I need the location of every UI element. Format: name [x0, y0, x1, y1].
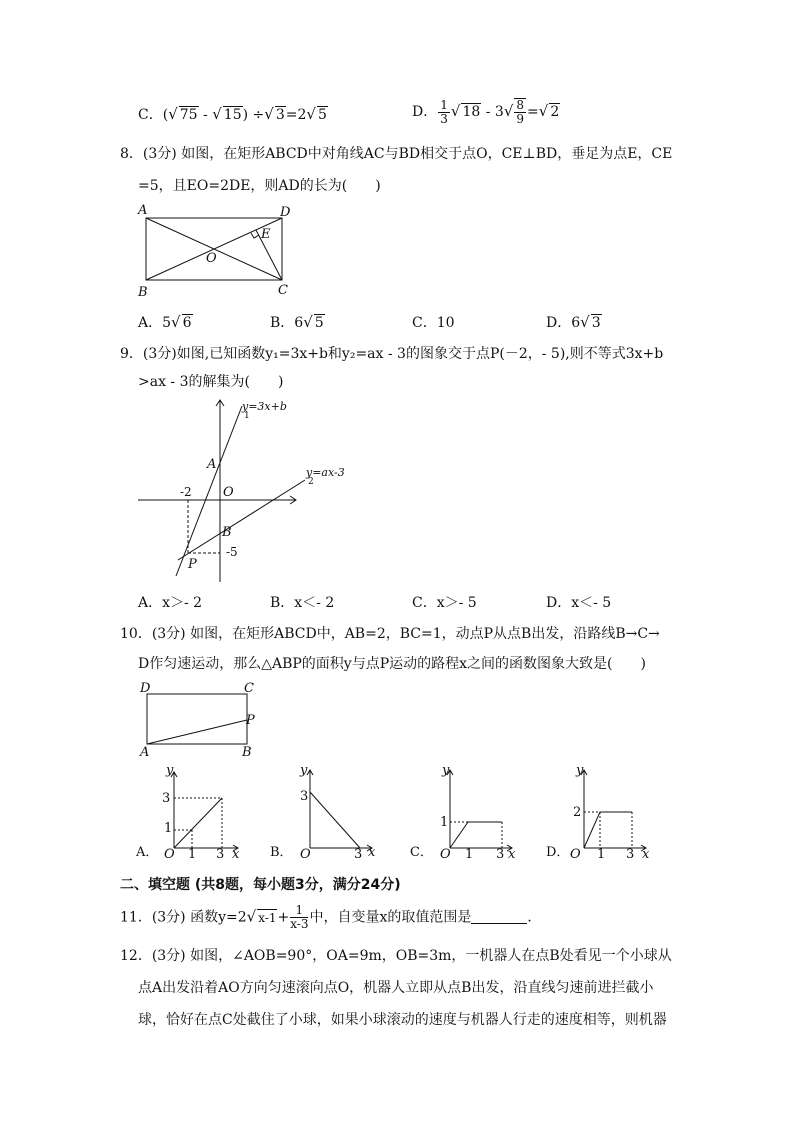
q10-label-a: A	[140, 745, 150, 760]
svg-text:1: 1	[465, 847, 474, 862]
q9-text-line2: >ax - 3的解集为( )	[138, 374, 284, 390]
svg-text:3: 3	[354, 847, 363, 862]
q8-text-line1: 8．(3分) 如图，在矩形ABCD中对角线AC与BD相交于点O，CE⊥BD，垂足为点E，CE	[120, 146, 673, 162]
q10-label-d: D	[140, 681, 151, 696]
q8-label-o: O	[206, 251, 217, 266]
q10-graph-c	[410, 762, 520, 862]
q9-option-b: B．x＜- 2	[270, 595, 335, 611]
svg-text:3: 3	[162, 791, 171, 806]
svg-text:1: 1	[188, 847, 197, 862]
q10-label-b: B	[242, 745, 252, 760]
q9-option-c: C．x＞- 5	[412, 595, 477, 611]
q10-graph-d	[546, 762, 656, 862]
svg-text:3: 3	[216, 847, 225, 862]
q8-option-b: B．6√ 5	[270, 313, 324, 331]
svg-text:O: O	[164, 847, 175, 862]
q8-text-line2: =5，且EO=2DE，则AD的长为( )	[138, 178, 381, 194]
svg-text:2: 2	[573, 805, 582, 820]
q8-label-e: E	[261, 227, 271, 242]
q10-text-line2: D作匀速运动，那么△ABP的面积y与点P运动的路程x之间的函数图象大致是( )	[138, 656, 646, 672]
q10-label-c: C	[244, 681, 254, 696]
svg-text:1: 1	[164, 821, 173, 836]
svg-text:3: 3	[496, 847, 505, 862]
svg-text:O: O	[300, 847, 311, 862]
q8-figure	[130, 200, 310, 300]
svg-text:1: 1	[440, 815, 449, 830]
q9-y-mark: -5	[226, 545, 238, 559]
q12-text-line1: 12．(3分) 如图，∠AOB=90°，OA=9m，OB=3m，一机器人在点B处看见一个小球从	[120, 948, 672, 964]
svg-text:O: O	[440, 847, 451, 862]
svg-text:y: y	[442, 763, 450, 778]
q7-option-d: D． $\frac{1}{3}$ √ 18 - 3√ $\frac{8}{9}$ =√ 2	[412, 97, 560, 126]
q9-line2-label: y=ax-3	[306, 466, 345, 479]
q8-label-b: B	[138, 285, 148, 300]
q10-graph-b	[270, 762, 380, 862]
q10-graph-a	[136, 762, 246, 862]
svg-text:O: O	[570, 847, 581, 862]
q11-text: 11．(3分) 函数y=2√ x-1+ $\frac{1}{x-3}$ 中，自变量x的取值范围是 ．	[120, 903, 542, 931]
q10-graph-b-label: B．	[270, 845, 293, 860]
q10-label-p: P	[246, 713, 255, 728]
q12-text-line2: 点A出发沿着AO方向匀速滚向点O，机器人立即从点B出发，沿直线匀速前进拦截小	[138, 980, 654, 996]
q9-label-o: O	[223, 485, 234, 500]
q9-line2-sub: 2	[308, 477, 314, 487]
q8-label-a: A	[138, 203, 148, 218]
q8-label-d: D	[280, 205, 291, 220]
svg-text:x: x	[232, 847, 240, 862]
q9-line1-sub: 1	[244, 411, 250, 421]
q9-figure	[130, 396, 360, 586]
q8-option-a: A．5√ 6	[138, 313, 192, 331]
q9-label-b: B	[222, 525, 232, 540]
q10-figure	[130, 680, 270, 760]
q10-graph-a-label: A．	[136, 845, 159, 860]
q9-x-mark: -2	[180, 485, 192, 499]
q7-c-rad1: 75	[179, 107, 198, 123]
q7-option-c: C．(√ 75 - √ 15) ÷√ 3=2√ 5	[138, 105, 327, 123]
svg-text:y: y	[166, 763, 174, 778]
svg-text:3: 3	[300, 789, 309, 804]
q11-answer-blank[interactable]	[471, 909, 527, 924]
svg-text:x: x	[642, 847, 650, 862]
q8-label-c: C	[278, 283, 288, 298]
q8-option-c: C．10	[412, 315, 455, 331]
q9-option-d: D．x＜- 5	[546, 595, 612, 611]
q9-option-a: A．x＞- 2	[138, 595, 203, 611]
svg-text:x: x	[508, 847, 516, 862]
svg-text:3: 3	[626, 847, 635, 862]
q10-graph-d-label: D．	[546, 845, 570, 860]
q9-label-p: P	[188, 557, 197, 572]
q10-graph-c-label: C．	[410, 845, 433, 860]
q9-label-a: A	[207, 457, 217, 472]
section-title: 二、填空题 (共8题，每小题3分，满分24分)	[120, 877, 401, 893]
q9-line1-label: y=3x+b	[242, 400, 287, 413]
svg-text:y: y	[576, 763, 584, 778]
q10-text-line1: 10．(3分) 如图，在矩形ABCD中，AB=2，BC=1，动点P从点B出发，沿路线B→C→	[120, 626, 660, 642]
q12-text-line3: 球，恰好在点C处截住了小球，如果小球滚动的速度与机器人行走的速度相等，则机器	[138, 1012, 667, 1028]
svg-text:y: y	[300, 763, 308, 778]
q9-text-line1: 9．(3分)如图,已知函数y₁=3x+b和y₂=ax - 3的图象交于点P(－2，- 5),则不等式3x+b	[120, 346, 664, 362]
svg-text:1: 1	[597, 847, 606, 862]
svg-text:x: x	[368, 845, 376, 860]
q8-option-d: D．6√ 3	[546, 313, 601, 331]
